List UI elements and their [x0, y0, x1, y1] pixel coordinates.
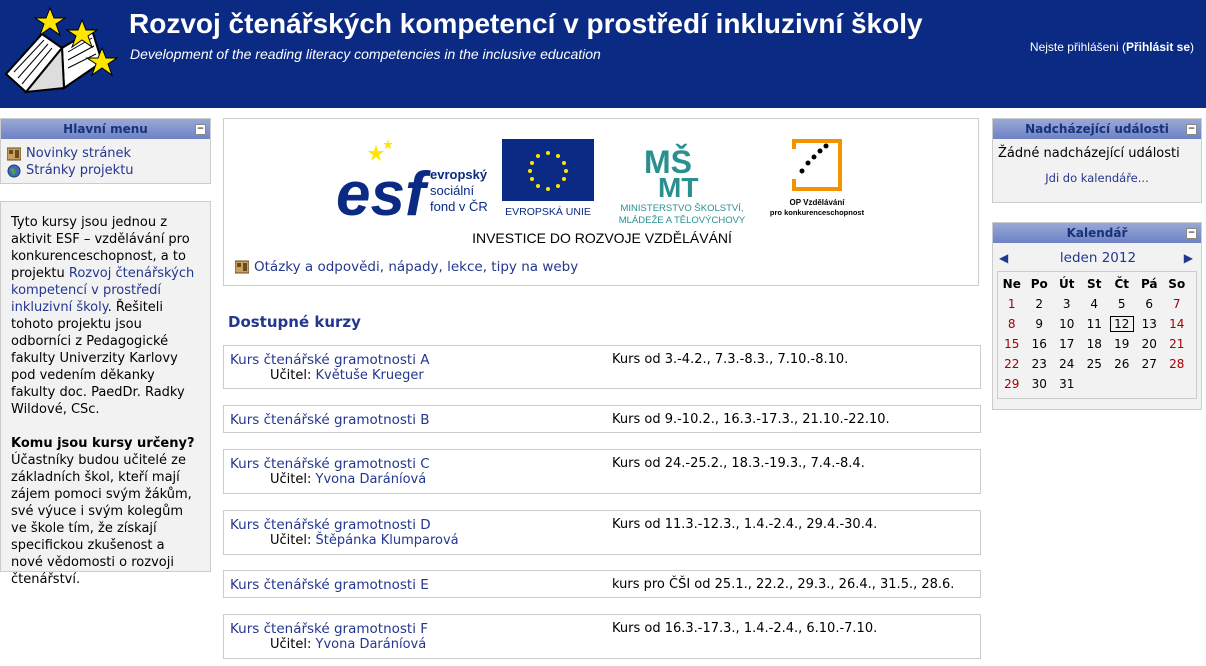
next-month-icon[interactable]: ▶: [1183, 251, 1193, 265]
course-dates: Kurs od 24.-25.2., 18.3.-19.3., 7.4.-8.4.: [612, 456, 865, 471]
calendar-day[interactable]: 28: [1169, 357, 1185, 371]
calendar-day[interactable]: 17: [1059, 337, 1075, 351]
info-block: [0, 201, 211, 587]
calendar-day[interactable]: 11: [1086, 317, 1102, 331]
forum-link[interactable]: Otázky a odpovědi, nápady, lekce, tipy na weby: [254, 259, 579, 275]
calendar-day: [1136, 374, 1164, 394]
main-menu-block: [0, 118, 211, 184]
course-dates: Kurs od 11.3.-12.3., 1.4.-2.4., 29.4.-30.4.: [612, 517, 878, 532]
course-link[interactable]: Kurs čtenářské gramotnosti B: [230, 412, 430, 428]
calendar-day[interactable]: 16: [1031, 337, 1047, 351]
op-logo: [770, 141, 865, 217]
esf-logos-banner: [332, 131, 872, 251]
calendar-day[interactable]: 13: [1141, 317, 1157, 331]
teacher-link[interactable]: Yvona Daráníová: [315, 472, 427, 487]
login-info: [1030, 40, 1194, 54]
teacher-label: Učitel:: [270, 533, 312, 548]
calendar-day[interactable]: 29: [1004, 377, 1020, 391]
course-card: [223, 614, 981, 659]
calendar-day: [1081, 374, 1109, 394]
calendar-day[interactable]: 14: [1169, 317, 1185, 331]
course-teacher: [270, 472, 426, 487]
calendar-week: [998, 294, 1191, 314]
site-title: Rozvoj čtenářských kompetencí v prostředí inkluzivní školy: [129, 8, 923, 39]
teacher-label: Učitel:: [270, 637, 312, 652]
course-card: [223, 570, 981, 598]
calendar-block: [992, 222, 1202, 410]
menu-item-project[interactable]: [1, 162, 210, 179]
calendar-header: [993, 223, 1201, 243]
calendar-day[interactable]: 9: [1035, 317, 1044, 331]
teacher-label: Učitel:: [270, 472, 312, 487]
calendar-title: Kalendář: [1066, 226, 1128, 240]
forum-link-row[interactable]: [235, 259, 578, 275]
calendar-day[interactable]: 22: [1004, 357, 1020, 371]
calendar-grid: [998, 274, 1191, 394]
book-stars-logo: [2, 4, 120, 102]
svg-text:MT: MT: [658, 172, 699, 203]
calendar-week: [998, 374, 1191, 394]
go-to-calendar-link[interactable]: Jdi do kalendáře...: [1045, 171, 1149, 185]
main-menu-title: Hlavní menu: [63, 122, 148, 136]
course-link[interactable]: Kurs čtenářské gramotnosti D: [230, 517, 431, 533]
login-prefix: Nejste přihlášeni (: [1029, 40, 1126, 54]
forum-icon: [235, 260, 249, 274]
calendar-day: [1108, 374, 1136, 394]
calendar-day[interactable]: 23: [1031, 357, 1047, 371]
upcoming-header: [993, 119, 1201, 139]
site-subtitle: Development of the reading literacy competencies in the inclusive education: [130, 46, 601, 62]
course-card: [223, 345, 981, 389]
calendar-day[interactable]: 25: [1086, 357, 1102, 371]
esf-logo: [336, 139, 488, 229]
svg-text:MŠ: MŠ: [644, 144, 692, 180]
esf-line2: sociální: [430, 183, 475, 198]
calendar-day[interactable]: 19: [1114, 337, 1130, 351]
course-link[interactable]: Kurs čtenářské gramotnosti C: [230, 456, 430, 472]
prev-month-icon[interactable]: ◀: [999, 251, 1009, 265]
calendar-day[interactable]: 27: [1141, 357, 1157, 371]
collapse-icon[interactable]: −: [196, 124, 205, 134]
calendar-day[interactable]: 10: [1059, 317, 1075, 331]
collapse-icon[interactable]: −: [1187, 228, 1196, 238]
course-dates: Kurs od 3.-4.2., 7.3.-8.3., 7.10.-8.10.: [612, 352, 849, 367]
course-teacher: [270, 368, 424, 383]
courses-heading: Dostupné kurzy: [228, 313, 361, 331]
calendar-day[interactable]: 26: [1114, 357, 1130, 371]
weekday-row: [998, 274, 1191, 294]
calendar-day[interactable]: 20: [1141, 337, 1157, 351]
course-link[interactable]: Kurs čtenářské gramotnosti A: [230, 352, 430, 368]
weekday-label: Pá: [1140, 277, 1158, 291]
menu-item-news-label[interactable]: Novinky stránek: [26, 146, 132, 161]
course-card: [223, 405, 981, 433]
course-card: [223, 510, 981, 555]
msmt-line1: MINISTERSTVO ŠKOLSTVÍ,: [620, 203, 744, 214]
target-text: Účastníky budou učitelé ze základních škol, kteří mají zájem pomoci svým žákům, své výuce i svým kolegům ve škole tím, že získají specifickou zkušenost a nové vědomosti o rozvoji čtenářství.: [11, 453, 192, 587]
calendar-day[interactable]: 5: [1117, 297, 1126, 311]
svg-text:esf: esf: [336, 160, 426, 229]
course-card: [223, 449, 981, 494]
course-dates: kurs pro ČŠI od 25.1., 22.2., 29.3., 26.4., 31.5., 28.6.: [612, 577, 955, 592]
info-paragraph: [11, 214, 200, 418]
globe-icon: [7, 164, 21, 178]
calendar-day[interactable]: 24: [1059, 357, 1075, 371]
collapse-icon[interactable]: −: [1187, 124, 1196, 134]
page-header: [0, 0, 1206, 108]
calendar-day[interactable]: 15: [1004, 337, 1020, 351]
site-summary-box: [223, 118, 979, 286]
login-suffix: ): [1190, 40, 1194, 54]
project-link[interactable]: Rozvoj čtenářských kompetencí v prostředí inkluzivní školy: [11, 266, 195, 315]
msmt-logo: [619, 144, 746, 226]
upcoming-title: Nadcházející události: [1025, 122, 1169, 136]
calendar-week: [998, 314, 1191, 334]
calendar-week: [998, 354, 1191, 374]
calendar-day[interactable]: 4: [1090, 297, 1099, 311]
course-dates: Kurs od 16.3.-17.3., 1.4.-2.4., 6.10.-7.10.: [612, 621, 878, 636]
eu-flag: [502, 139, 594, 218]
menu-item-news[interactable]: [1, 145, 210, 162]
teacher-link[interactable]: Yvona Daráníová: [315, 637, 427, 652]
calendar-day[interactable]: 6: [1145, 297, 1154, 311]
calendar-day[interactable]: 31: [1059, 377, 1075, 391]
calendar-week: [998, 334, 1191, 354]
course-link[interactable]: Kurs čtenářské gramotnosti E: [230, 577, 429, 593]
weekday-label: So: [1168, 277, 1186, 291]
calendar-day[interactable]: 1: [1007, 297, 1016, 311]
msmt-line2: MLÁDEŽE A TĚLOVÝCHOVY: [618, 215, 746, 226]
esf-line1: evropský: [430, 167, 488, 182]
op-line1: OP Vzdělávání: [789, 198, 845, 207]
investice-banner: INVESTICE DO ROZVOJE VZDĚLÁVÁNÍ: [472, 230, 732, 246]
menu-item-project-label[interactable]: Stránky projektu: [26, 163, 134, 178]
course-dates: Kurs od 9.-10.2., 16.3.-17.3., 21.10.-22.10.: [612, 412, 890, 427]
calendar-day[interactable]: 7: [1172, 297, 1181, 311]
main-menu-header: [1, 119, 210, 139]
info-text-pre: Tyto kursy jsou jednou z aktivit ESF – vzdělávání pro konkurenceschopnost, a to projektu: [11, 215, 190, 281]
course-teacher: [270, 533, 459, 548]
login-link[interactable]: Přihlásit se: [1125, 40, 1190, 54]
weekday-label: Čt: [1114, 277, 1130, 291]
weekday-label: Ne: [1002, 277, 1021, 291]
calendar-day[interactable]: 2: [1035, 297, 1044, 311]
info-text-post: . Řešiteli tohoto projektu jsou odborníci z Pedagogické fakulty Univerzity Karlovy pod vedením děkanky fakulty doc. PaedDr. Radky Wildové, CSc.: [11, 300, 185, 417]
upcoming-events-block: [992, 118, 1202, 203]
weekday-label: Po: [1030, 277, 1048, 291]
op-line2: pro konkurenceschopnost: [769, 208, 865, 217]
course-link[interactable]: Kurs čtenářské gramotnosti F: [230, 621, 429, 637]
teacher-label: Učitel:: [270, 368, 312, 383]
calendar-day[interactable]: 21: [1169, 337, 1185, 351]
calendar-day[interactable]: 18: [1086, 337, 1102, 351]
calendar-day[interactable]: 8: [1007, 317, 1016, 331]
course-teacher: [270, 637, 426, 652]
calendar-day[interactable]: 3: [1062, 297, 1071, 311]
teacher-link[interactable]: Štěpánka Klumparová: [315, 533, 459, 548]
calendar-day: [1163, 374, 1191, 394]
news-icon: [7, 147, 21, 161]
current-month-link[interactable]: leden 2012: [1059, 250, 1137, 266]
weekday-label: Út: [1059, 277, 1075, 291]
no-events-text: Žádné nadcházející události: [998, 146, 1180, 161]
teacher-link[interactable]: Květuše Krueger: [315, 368, 424, 383]
weekday-label: St: [1087, 277, 1102, 291]
calendar-day[interactable]: 12: [1108, 314, 1136, 334]
target-heading: Komu jsou kursy určeny?: [11, 436, 195, 451]
esf-line3: fond v ČR: [430, 199, 488, 214]
eu-label: EVROPSKÁ UNIE: [505, 206, 591, 218]
calendar-day[interactable]: 30: [1031, 377, 1047, 391]
